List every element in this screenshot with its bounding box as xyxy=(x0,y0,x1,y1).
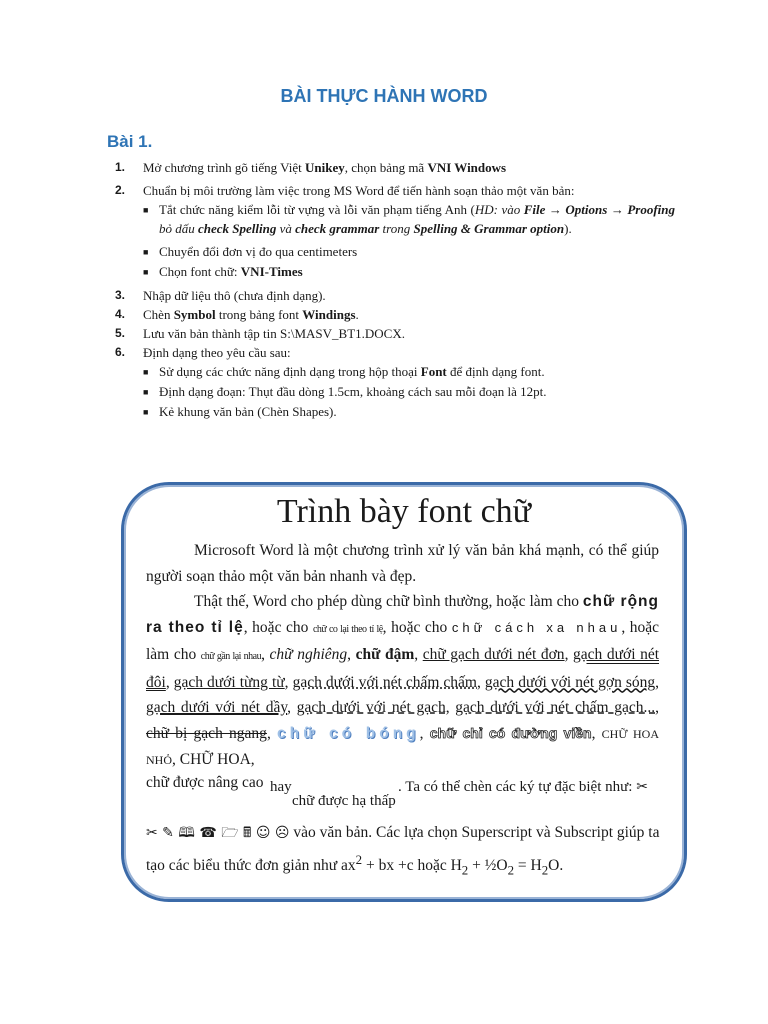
item-number: 5. xyxy=(115,326,126,340)
sub-list xyxy=(143,362,675,422)
hay-text: hay xyxy=(270,779,292,795)
underline-thick: gạch dưới với nét dầy xyxy=(146,699,288,716)
list-item xyxy=(115,343,675,362)
sub-item-text: Định dạng đoạn: Thụt đầu dòng 1.5cm, khoảng cách sau mỗi đoạn là 12pt. xyxy=(159,384,547,399)
close-text: chữ gần lại nhau xyxy=(200,651,262,662)
sub-list xyxy=(143,200,675,282)
bold-text: chữ đậm xyxy=(355,646,415,663)
underline-double: gạch dưới nét đôi xyxy=(146,646,660,691)
list-item xyxy=(115,158,675,177)
raised-text: chữ được nâng cao xyxy=(146,773,264,791)
list-item xyxy=(115,324,675,343)
list-item xyxy=(115,305,675,324)
item-number: 6. xyxy=(115,345,126,359)
item-text: Mở chương trình gõ tiếng Việt Unikey, chọn bảng mã VNI Windows xyxy=(143,160,507,175)
bullet-icon: ■ xyxy=(143,387,149,397)
item-text: Chuẩn bị môi trường làm việc trong MS Word để tiến hành soạn thảo một văn bản: xyxy=(143,183,575,198)
strikethrough-text: chữ bị gạch ngang xyxy=(146,724,267,742)
caps-text: CHỮ HOA xyxy=(179,751,251,768)
underline-single: chữ gạch dưới nét đơn xyxy=(422,646,565,663)
small-caps-text: CHỮ HOA NHỎ xyxy=(146,726,660,767)
underline-dotdash: gạch dưới với nét chấm gạch... xyxy=(455,699,656,716)
italic-text: chữ nghiêng xyxy=(269,646,348,663)
list-item xyxy=(115,181,675,200)
narrow-text: chữ co lại theo tỉ lệ xyxy=(312,623,383,635)
item-text: Nhập dữ liệu thô (chưa định dạng). xyxy=(143,288,326,303)
item-text: Lưu văn bản thành tập tin S:\MASV_BT1.DOCX. xyxy=(143,326,405,341)
sub-item xyxy=(143,402,675,422)
item-text: Định dạng theo yêu cầu sau: xyxy=(143,345,291,360)
sub-item xyxy=(143,362,675,382)
wide-text: chữ rộng ra theo tỉ lệ xyxy=(146,593,659,636)
special-chars-text: . Ta có thể chèn các ký tự đặc biệt như: ✂ xyxy=(398,779,648,795)
sub-item-text: Kẻ khung văn bản (Chèn Shapes). xyxy=(159,404,337,419)
paragraph-1: Microsoft Word là một chương trình xử lý văn bản khá mạnh, có thể giúp người soạn thảo một văn bản nhanh và đẹp. xyxy=(146,542,659,585)
sub-item-text: Chuyển đổi đơn vị đo qua centimeters xyxy=(159,244,358,259)
bullet-icon: ■ xyxy=(143,267,149,277)
symbols-paragraph: ✂ ✎ 🕮 ☎ 🗁 🖩 ☺ ☹ vào văn bản. Các lựa chọn Superscript và Subscript giúp ta tạo các biểu thức đơn giản như $ax^2$ + bx +c hoặc $H_2$ + $\frac{1}{2}O_2 = H_2O$. xyxy=(146,824,660,877)
sub-item-text: Chọn font chữ: VNI-Times xyxy=(159,264,303,279)
outline-text: chữ chỉ có đường viền xyxy=(429,724,592,741)
section-heading: Bài 1. xyxy=(107,132,153,151)
item-number: 1. xyxy=(115,160,126,174)
list-item xyxy=(115,286,675,305)
spaced-text: chữ cách xa nhau xyxy=(451,619,622,635)
sub-item xyxy=(143,200,675,238)
sub-item xyxy=(143,382,675,402)
underline-dotted: gạch dưới với nét chấm chấm xyxy=(292,673,477,691)
sub-item-text: Sử dụng các chức năng định dạng trong hộp thoại Font để định dạng font. xyxy=(159,364,545,379)
bullet-icon: ■ xyxy=(143,367,149,377)
frame-title: Trình bày font chữ xyxy=(276,493,532,530)
item-number: 3. xyxy=(115,288,126,302)
symbol-icons: ✂ ✎ 🕮 ☎ 🗁 🖩 ☺ ☹ xyxy=(146,825,290,841)
sub-item xyxy=(143,262,675,282)
underline-words: gạch dưới từng từ xyxy=(173,673,285,691)
item-text: Chèn Symbol trong bảng font Windings. xyxy=(143,307,359,322)
instruction-list xyxy=(115,158,675,422)
scissors-icon: ✂ xyxy=(636,779,648,795)
sub-item xyxy=(143,242,675,262)
underline-dash: gạch dưới với nét gạch xyxy=(296,699,446,716)
paragraph-2: Thật thế, Word cho phép dùng chữ bình thường, hoặc làm cho chữ rộng ra theo tỉ lệ, hoặc cho chữ co lại theo tỉ lệ, hoặc cho chữ cách xa nhau, hoặc làm cho chữ gần lại nhau, chữ nghiêng, chữ đậm, chữ gạch dưới nét đơn, gạch dưới nét đôi, gạch dưới từng từ, gạch dưới với nét chấm chấm, gạch dưới với nét gợn sóng, gạch dưới với nét dầy, gạch dưới với nét gạch, gạch dưới với nét chấm gạch..., chữ bị gạch ngang, chữ có bóng, chữ chỉ có đường viền, CHỮ HOA NHỎ, CHỮ HOA, chữ được nâng cao xyxy=(146,593,660,791)
lowered-text: chữ được hạ thấp xyxy=(292,793,396,809)
underline-wavy: gạch dưới với nét gợn sóng xyxy=(484,673,656,691)
item-number: 2. xyxy=(115,183,126,197)
bullet-icon: ■ xyxy=(143,407,149,417)
shadow-text: chữ có bóng xyxy=(277,724,420,742)
page-title: BÀI THỰC HÀNH WORD xyxy=(280,86,488,106)
sub-item-text: Tắt chức năng kiểm lỗi từ vựng và lỗi văn phạm tiếng Anh (HD: vào File → Options → Proofing bỏ dấu check Spelling và check grammar trong Spelling & Grammar option). xyxy=(159,202,675,236)
bullet-icon: ■ xyxy=(143,247,149,257)
frame-body xyxy=(146,538,659,799)
item-number: 4. xyxy=(115,307,126,321)
bullet-icon: ■ xyxy=(143,205,149,215)
